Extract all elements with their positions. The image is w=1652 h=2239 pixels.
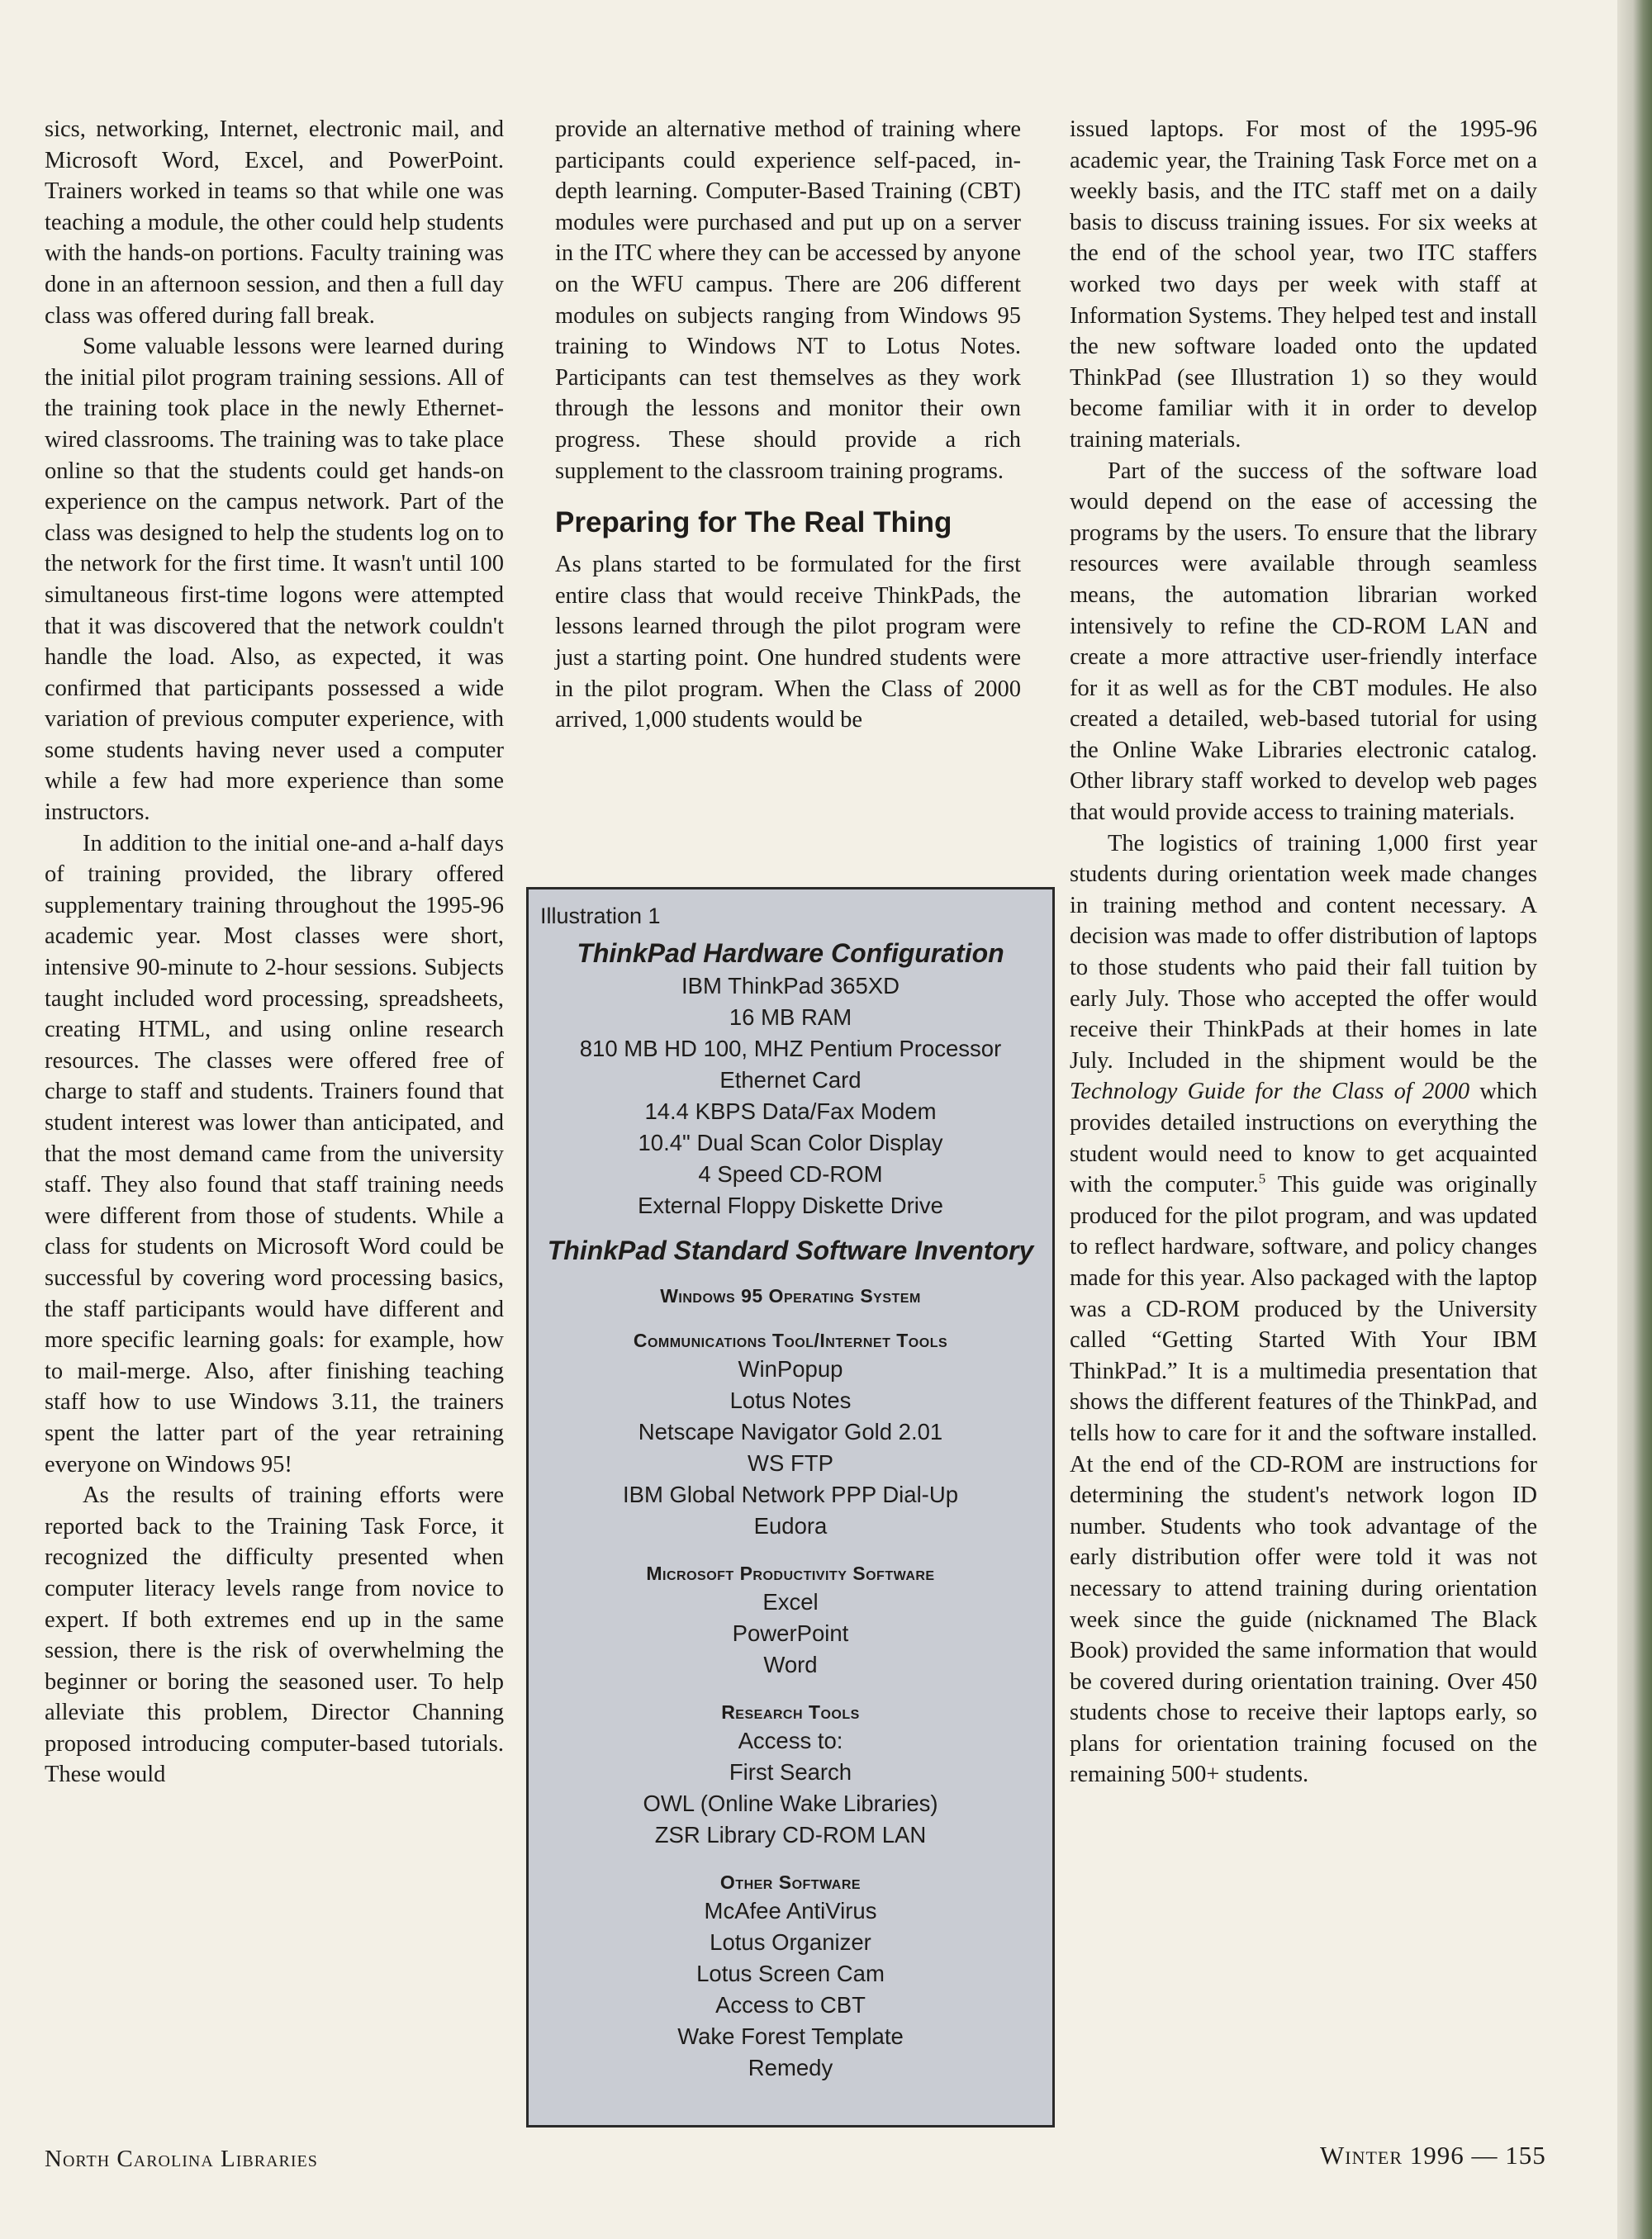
- section-heading: Preparing for The Real Thing: [555, 506, 952, 539]
- issue-info: [1320, 2141, 1546, 2170]
- list-item: First Search: [729, 1759, 852, 1785]
- other-heading: Other Software: [719, 1871, 862, 1893]
- list-item: 10.4" Dual Scan Color Display: [638, 1130, 943, 1155]
- list-item: Eudora: [753, 1513, 828, 1539]
- other-list: [529, 1895, 1052, 2084]
- text-run: which provides detailed instructions on everything the student would need to know to get acquainted with the computer.: [1070, 1079, 1537, 1198]
- research-list: [529, 1725, 1052, 1851]
- paragraph: In addition to the initial one-and a-half days of training provided, the library offered supplementary training throughout the 1995-96 academic year. Most classes were short, intensive 90-minute to 2-hour sessions. Subjects taught included word processing, spreadsheets, creating HTML, and using online research resources. The classes were offered free of charge to staff and students. Trainers found that student interest was lower than anticipated, and that the most demand came from the university staff. They also found that staff training needs were different from those of students. While a class for students on Microsoft Word could be successful by covering word processing basics, the staff participants would have different and more specific learning goals: for example, how to mail-merge. Also, after finishing teaching staff how to use Windows 3.11, the trainers spent the latter part of the year retraining everyone on Windows 95!: [45, 830, 504, 1478]
- list-item: Wake Forest Template: [677, 2023, 904, 2049]
- software-title: ThinkPad Standard Software Inventory: [547, 1236, 1034, 1265]
- column-3: [1070, 114, 1537, 1791]
- list-item: Word: [763, 1652, 818, 1677]
- guide-title: Technology Guide for the Class of 2000: [1070, 1079, 1470, 1105]
- list-item: OWL (Online Wake Libraries): [643, 1791, 938, 1816]
- hardware-list: [529, 970, 1052, 1221]
- list-item: Ethernet Card: [719, 1067, 862, 1093]
- research-heading: Research Tools: [721, 1701, 860, 1723]
- paragraph: As the results of training efforts were reported back to the Training Task Force, it recognized the difficulty presented when computer literacy levels range from novice to expert. If both extremes end up in the same session, there is the risk of overwhelming the beginner or boring the seasoned user. To help alleviate this problem, Director Channing proposed introducing computer-based tutorials. These would: [45, 1482, 504, 1788]
- list-item: PowerPoint: [732, 1620, 849, 1646]
- list-item: 14.4 KBPS Data/Fax Modem: [644, 1098, 937, 1124]
- comm-heading: Communications Tool/Internet Tools: [633, 1330, 948, 1351]
- list-item: 810 MB HD 100, MHZ Pentium Processor: [579, 1036, 1002, 1061]
- paragraph: provide an alternative method of training where participants could experience self-paced, in-depth learning. Computer-Based Training (CBT) modules were purchased and put up on a server in the ITC where they can be accessed by anyone on the WFU campus. There are 206 different modules on subjects ranging from Windows 95 training to Windows NT to Lotus Notes. Participants can test themselves as they work through the lessons and monitor their own progress. These should provide a rich supplement to the classroom training programs.: [555, 116, 1021, 484]
- comm-list: [529, 1354, 1052, 1542]
- ms-list: [529, 1587, 1052, 1681]
- ms-heading: Microsoft Productivity Software: [646, 1563, 935, 1584]
- list-item: Excel: [762, 1589, 819, 1615]
- list-item: Lotus Organizer: [710, 1929, 871, 1955]
- list-item: Netscape Navigator Gold 2.01: [638, 1419, 943, 1444]
- hardware-title: ThinkPad Hardware Configuration: [577, 938, 1004, 968]
- list-item: Remedy: [748, 2055, 833, 2080]
- os-heading: Windows 95 Operating System: [660, 1285, 921, 1307]
- list-item: IBM ThinkPad 365XD: [681, 973, 900, 999]
- footnote-marker: 5: [1258, 1170, 1266, 1187]
- issue-date: Winter 1996: [1320, 2141, 1464, 2170]
- paragraph: As plans started to be formulated for the first entire class that would receive ThinkPads, the lessons learned through the pilot program were just a starting point. One hundred students were in the pilot program. When the Class of 2000 arrived, 1,000 students would be: [555, 552, 1021, 733]
- page-number: 155: [1505, 2141, 1546, 2170]
- text-run: The logistics of training 1,000 first year students during orientation week made changes in training method and content necessary. A decision was made to offer distribution of laptops to those students who paid their fall tuition by early July. Those who accepted the offer would receive their ThinkPads at their homes in late July. Included in the shipment would be the: [1070, 830, 1537, 1074]
- list-item: WinPopup: [738, 1356, 843, 1382]
- list-item: Lotus Screen Cam: [696, 1961, 885, 1986]
- paragraph: sics, networking, Internet, electronic mail, and Microsoft Word, Excel, and PowerPoint. Trainers worked in teams so that while one was teaching a module, the other could help students with the hands-on portions. Faculty training was done in an afternoon session, and then a full day class was offered during fall break.: [45, 116, 504, 329]
- list-item: WS FTP: [748, 1450, 833, 1476]
- text-run: This guide was originally produced for the pilot program, and was updated to reflect hardware, software, and policy changes made for this year. Also packaged with the laptop was a CD-ROM produced by the University called “Getting Started With Your IBM ThinkPad.” It is a multimedia presentation that shows the different features of the ThinkPad, and tells how to care for it and the software installed. At the end of the CD-ROM are instructions for determining the student's network logon ID number. Students who took advantage of the early distribution offer were told it was not necessary to attend training during orientation week since the guide (nicknamed The Black Book) provided the same information that would be covered during orientation training. Over 450 students chose to receive their laptops early, so plans for orientation training focused on the remaining 500+ students.: [1070, 1172, 1538, 1788]
- separator: —: [1471, 2141, 1498, 2170]
- column-1: [45, 114, 504, 1791]
- paragraph: Part of the success of the software load would depend on the ease of accessing the programs by the users. To ensure that the library resources were available through seamless means, the automation librarian worked intensively to refine the CD-ROM LAN and create a more attractive user-friendly interface for it as well as for the CBT modules. He also created a detailed, web-based tutorial for using the Online Wake Libraries electronic catalog. Other library staff worked to develop web pages that would provide access to training materials.: [1070, 458, 1537, 826]
- list-item: Access to:: [738, 1728, 843, 1753]
- page-edge: [1617, 0, 1652, 2239]
- column-2: [555, 114, 1021, 736]
- journal-name: North Carolina Libraries: [45, 2146, 318, 2172]
- list-item: 4 Speed CD-ROM: [698, 1161, 883, 1187]
- list-item: External Floppy Diskette Drive: [638, 1193, 943, 1218]
- paragraph: [1070, 828, 1537, 1791]
- illustration-label: Illustration 1: [540, 904, 661, 928]
- list-item: Access to CBT: [715, 1992, 866, 2018]
- list-item: IBM Global Network PPP Dial-Up: [622, 1482, 958, 1507]
- paragraph: Some valuable lessons were learned during the initial pilot program training sessions. All of the training took place in the newly Ethernet-wired classrooms. The training was to take place online so that the students could get hands-on experience on the campus network. Part of the class was designed to help the students log on to the network for the first time. It wasn't until 100 simultaneous first-time logons were attempted that it was discovered that the network couldn't handle the load. Also, as expected, it was confirmed that participants possessed a wide variation of previous computer experience, with some students having never used a computer while a few had more experience than some instructors.: [45, 334, 504, 826]
- list-item: ZSR Library CD-ROM LAN: [654, 1822, 927, 1848]
- illustration-box: [526, 887, 1055, 2128]
- list-item: 16 MB RAM: [729, 1004, 852, 1030]
- list-item: Lotus Notes: [729, 1388, 852, 1413]
- list-item: McAfee AntiVirus: [704, 1898, 877, 1924]
- paragraph: issued laptops. For most of the 1995-96 academic year, the Training Task Force met on a weekly basis, and the ITC staff met on a daily basis to discuss training issues. For six weeks at the end of the school year, two ITC staffers worked two days per week with staff at Information Systems. They helped test and install the new software loaded onto the updated ThinkPad (see Illustration 1) so they would become familiar with it in order to develop training materials.: [1070, 116, 1537, 453]
